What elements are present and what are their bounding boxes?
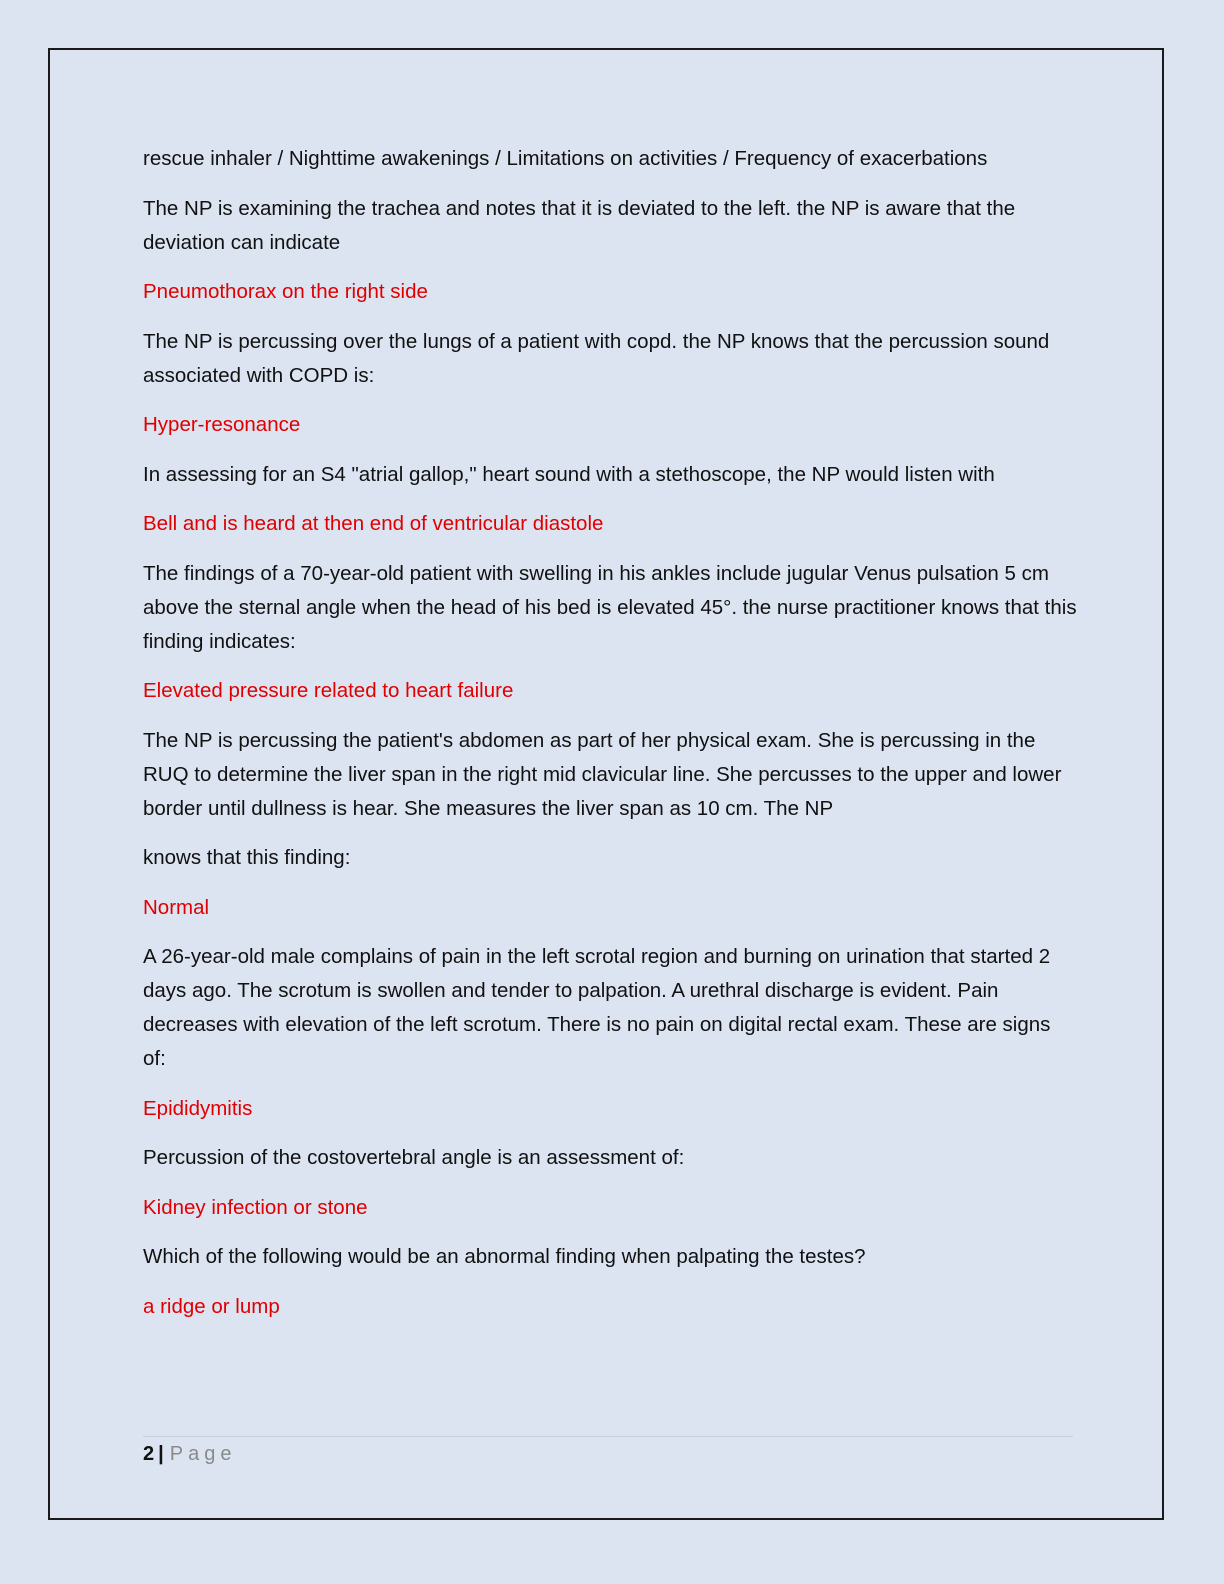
question-text: The NP is percussing over the lungs of a patient with copd. the NP knows that the percussion sound associated with COPD is: [143,329,1050,387]
page-number: 2 [143,1443,155,1465]
answer-text: a ridge or lump [143,1294,280,1318]
footer-divider [143,1436,1073,1437]
document-body [143,142,1078,1339]
question-text: The findings of a 70-year-old patient with swelling in his ankles include jugular Venus pulsation 5 cm above the sternal angle when the head of his bed is elevated 45°. the nurse practitioner knows that this finding indicates: [143,561,1077,653]
answer-text: Pneumothorax on the right side [143,280,428,303]
question-text: knows that this finding: [143,846,351,869]
page-label: Page [169,1443,237,1465]
answer-text: Elevated pressure related to heart failure [143,679,514,702]
footer-separator: | [158,1443,164,1465]
answer-text: Kidney infection or stone [143,1195,368,1219]
answer-text: Epididymitis [143,1096,253,1120]
answer-text: Bell and is heard at then end of ventricular diastole [143,512,604,535]
question-text: rescue inhaler / Nighttime awakenings / Limitations on activities / Frequency of exacerbations [143,147,988,170]
page-footer [143,1440,236,1468]
question-text: In assessing for an S4 "atrial gallop," heart sound with a stethoscope, the NP would listen with [143,462,995,486]
answer-text: Normal [143,895,210,919]
question-text: The NP is percussing the patient's abdomen as part of her physical exam. She is percussing in the RUQ to determine the liver span in the right mid clavicular line. She percusses to the upper and lower border until dullness is hear. She measures the liver span as 10 cm. The NP [143,728,1062,820]
question-text: A 26-year-old male complains of pain in the left scrotal region and burning on urination that started 2 days ago. The scrotum is swollen and tender to palpation. A urethral discharge is evident. Pain decreases with elevation of the left scrotum. There is no pain on digital rectal exam. These are signs of: [143,945,1051,1070]
question-text: Percussion of the costovertebral angle is an assessment of: [143,1146,685,1169]
answer-text: Hyper-resonance [143,413,301,436]
question-text: Which of the following would be an abnormal finding when palpating the testes? [143,1245,866,1268]
question-text: The NP is examining the trachea and notes that it is deviated to the left. the NP is aware that the deviation can indicate [143,196,1016,254]
